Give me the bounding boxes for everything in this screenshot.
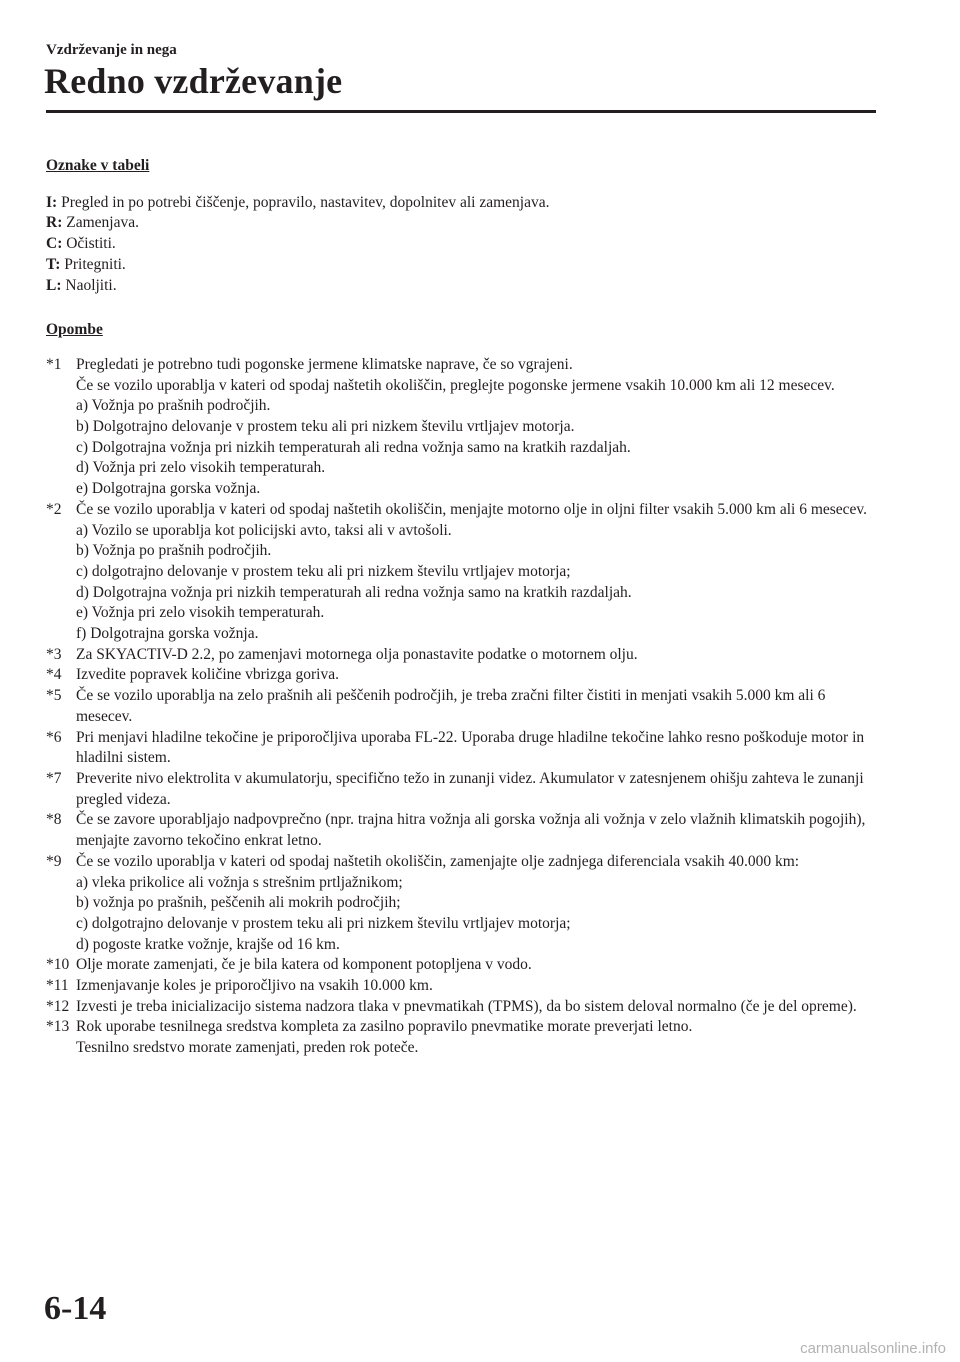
note-number: *3 — [46, 645, 62, 663]
note-line: Za SKYACTIV-D 2.2, po zamenjavi motornega olja ponastavite podatke o motornem olju. — [76, 645, 638, 663]
note-line: d) Vožnja pri zelo visokih temperaturah. — [76, 459, 326, 477]
note-number: *1 — [46, 355, 62, 373]
note-item — [46, 769, 876, 810]
note-number: *5 — [46, 687, 62, 705]
note-item — [46, 810, 876, 851]
note-line: d) Dolgotrajna vožnja pri nizkih temperaturah ali redna vožnja samo na kratkih razdaljah. — [76, 583, 632, 601]
note-line: Pregledati je potrebno tudi pogonske jermene klimatske naprave, če so vgrajeni. — [76, 355, 573, 373]
note-number: *11 — [46, 977, 69, 995]
legend-key: I: — [46, 193, 58, 211]
note-line: Če se vozilo uporablja v kateri od spodaj naštetih okoliščin, zamenjajte olje zadnjega diferenciala vsakih 40.000 km: — [76, 852, 800, 870]
note-line: Rok uporabe tesnilnega sredstva kompleta za zasilno popravilo pnevmatike morate preverjati letno. — [76, 1018, 693, 1036]
note-number: *4 — [46, 666, 62, 684]
note-line: Izvedite popravek količine vbrizga goriva. — [76, 666, 339, 684]
note-line: b) vožnja po prašnih, peščenih ali mokrih področjih; — [76, 894, 401, 912]
notes-list — [46, 355, 876, 1059]
note-number: *8 — [46, 811, 62, 829]
legend-text: Pritegniti. — [64, 255, 126, 273]
note-line: Tesnilno sredstvo morate zamenjati, preden rok poteče. — [76, 1039, 419, 1057]
note-line: b) Dolgotrajno delovanje v prostem teku ali pri nizkem številu vrtljajev motorja. — [76, 418, 575, 436]
page-title: Redno vzdrževanje — [44, 61, 343, 101]
note-line: e) Dolgotrajna gorska vožnja. — [76, 480, 261, 498]
note-number: *12 — [46, 997, 70, 1015]
legend-item — [46, 276, 876, 297]
legend-item — [46, 234, 876, 255]
page-number: 6-14 — [44, 1290, 107, 1327]
watermark: carmanualsonline.info — [800, 1340, 946, 1357]
note-item — [46, 665, 876, 686]
legend-key: L: — [46, 276, 62, 294]
note-line: Pri menjavi hladilne tekočine je priporočljiva uporaba FL-22. Uporaba druge hladilne tekočine lahko resno poškoduje motor in hladilni sistem. — [76, 728, 865, 767]
legend-text: Pregled in po potrebi čiščenje, popravilo, nastavitev, dopolnitev ali zamenjava. — [61, 193, 550, 211]
note-item — [46, 355, 876, 500]
note-number: *2 — [46, 500, 62, 518]
note-line: Če se zavore uporabljajo nadpovprečno (npr. trajna hitra vožnja ali gorska vožnja ali vožnja v zelo vlažnih klimatskih pogojih), menjajte zavorno tekočino enkrat letno. — [76, 811, 866, 850]
legend-key: C: — [46, 235, 63, 253]
note-line: Izmenjavanje koles je priporočljivo na vsakih 10.000 km. — [76, 977, 433, 995]
note-item — [46, 728, 876, 769]
note-line: Če se vozilo uporablja v kateri od spodaj naštetih okoliščin, menjajte motorno olje in oljni filter vsakih 5.000 km ali 6 mesecev. — [76, 500, 868, 518]
note-line: e) Vožnja pri zelo visokih temperaturah. — [76, 604, 325, 622]
note-item — [46, 976, 876, 997]
note-line: Če se vozilo uporablja v kateri od spodaj naštetih okoliščin, preglejte pogonske jermene vsakih 10.000 km ali 12 mesecev. — [76, 376, 835, 394]
legend-key: T: — [46, 255, 61, 273]
note-line: f) Dolgotrajna gorska vožnja. — [76, 625, 259, 643]
legend-key: R: — [46, 214, 63, 232]
note-item — [46, 852, 876, 956]
note-number: *10 — [46, 956, 70, 974]
note-line: Olje morate zamenjati, če je bila katera od komponent potopljena v vodo. — [76, 956, 532, 974]
legend-item — [46, 255, 876, 276]
legend-heading: Oznake v tabeli — [46, 157, 150, 174]
note-line: d) pogoste kratke vožnje, krajše od 16 km. — [76, 935, 340, 953]
notes-heading: Opombe — [46, 321, 103, 339]
legend-item — [46, 193, 876, 214]
note-item — [46, 686, 876, 727]
title-rule — [46, 110, 876, 113]
content — [46, 156, 876, 1059]
note-line: a) vleka prikolice ali vožnja s strešnim prtljažnikom; — [76, 873, 403, 891]
note-item — [46, 997, 876, 1018]
legend-text: Naoljiti. — [65, 276, 117, 294]
note-number: *13 — [46, 1018, 70, 1036]
note-item — [46, 500, 876, 645]
legend-text: Zamenjava. — [66, 214, 139, 232]
note-line: a) Vozilo se uporablja kot policijski avto, taksi ali v avtošoli. — [76, 521, 452, 539]
note-line: c) dolgotrajno delovanje v prostem teku ali pri nizkem številu vrtljajev motorja; — [76, 562, 571, 580]
note-line: Preverite nivo elektrolita v akumulatorju, specifično težo in zunanji videz. Akumulator v zatesnjenem ohišju zahteva le zunanji pregled videza. — [76, 769, 864, 808]
note-item — [46, 955, 876, 976]
note-line: Če se vozilo uporablja na zelo prašnih ali peščenih področjih, je treba zračni filter čistiti in menjati vsakih 5.000 km ali 6 mesecev. — [76, 687, 826, 725]
section-label: Vzdrževanje in nega — [46, 42, 177, 58]
note-number: *6 — [46, 728, 62, 746]
note-number: *7 — [46, 769, 62, 787]
note-line: a) Vožnja po prašnih področjih. — [76, 397, 271, 415]
note-number: *9 — [46, 852, 62, 870]
note-line: b) Vožnja po prašnih področjih. — [76, 542, 272, 560]
note-line: c) Dolgotrajna vožnja pri nizkih temperaturah ali redna vožnja samo na kratkih razdaljah. — [76, 438, 631, 456]
legend-item — [46, 213, 876, 234]
note-item — [46, 645, 876, 666]
legend-text: Očistiti. — [66, 235, 116, 253]
note-line: c) dolgotrajno delovanje v prostem teku ali pri nizkem številu vrtljajev motorja; — [76, 914, 571, 932]
note-line: Izvesti je treba inicializacijo sistema nadzora tlaka v pnevmatikah (TPMS), da bo sistem deloval normalno (če je del opreme). — [76, 997, 857, 1015]
note-item — [46, 1017, 876, 1058]
legend-list — [46, 193, 876, 297]
